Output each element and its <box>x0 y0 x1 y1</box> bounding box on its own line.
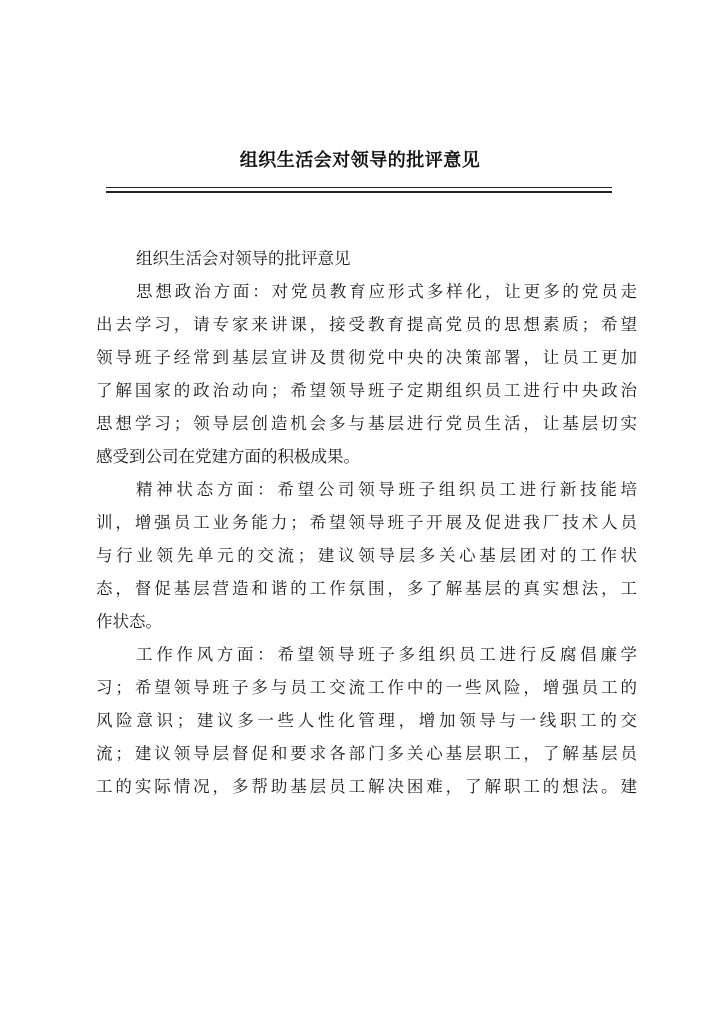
paragraph-line: 习；希望领导班子多与员工交流工作中的一些风险，增强员工的 <box>96 678 637 697</box>
paragraph-line: 训，增强员工业务能力；希望领导班子开展及促进我厂技术人员 <box>96 513 637 532</box>
paragraph-line: 作状态。 <box>96 612 162 631</box>
document-body <box>96 242 637 803</box>
paragraph-line: 工作作风方面：希望领导班子多组织员工进行反腐倡廉学 <box>136 645 637 664</box>
title-double-rule <box>106 187 612 193</box>
paragraph-line: 领导班子经常到基层宣讲及贯彻党中央的决策部署，让员工更加 <box>96 348 637 367</box>
paragraph-work-style <box>96 638 637 803</box>
paragraph-line: 流；建议领导层督促和要求各部门多关心基层职工，了解基层员 <box>96 744 637 763</box>
document-subheading: 组织生活会对领导的批评意见 <box>136 249 351 268</box>
document-title: 组织生活会对领导的批评意见 <box>239 150 481 171</box>
paragraph-spirit <box>96 473 637 638</box>
paragraph-line: 了解国家的政治动向；希望领导班子定期组织员工进行中央政治 <box>96 381 637 400</box>
paragraph-ideology <box>96 275 637 473</box>
paragraph-line: 感受到公司在党建方面的积极成果。 <box>96 447 360 466</box>
paragraph-line: 出去学习，请专家来讲课，接受教育提高党员的思想素质；希望 <box>96 315 637 334</box>
paragraph-line: 与行业领先单元的交流；建议领导层多关心基层团对的工作状 <box>96 546 637 565</box>
paragraph-line: 态，督促基层营造和谐的工作氛围，多了解基层的真实想法，工 <box>96 579 637 598</box>
paragraph-line: 工的实际情况，多帮助基层员工解决困难，了解职工的想法。建 <box>96 777 637 796</box>
paragraph-line: 思想政治方面：对党员教育应形式多样化，让更多的党员走 <box>136 282 637 301</box>
paragraph-line: 精神状态方面：希望公司领导班子组织员工进行新技能培 <box>136 480 637 499</box>
paragraph-line: 风险意识；建议多一些人性化管理，增加领导与一线职工的交 <box>96 711 637 730</box>
paragraph-line: 思想学习；领导层创造机会多与基层进行党员生活，让基层切实 <box>96 414 637 433</box>
